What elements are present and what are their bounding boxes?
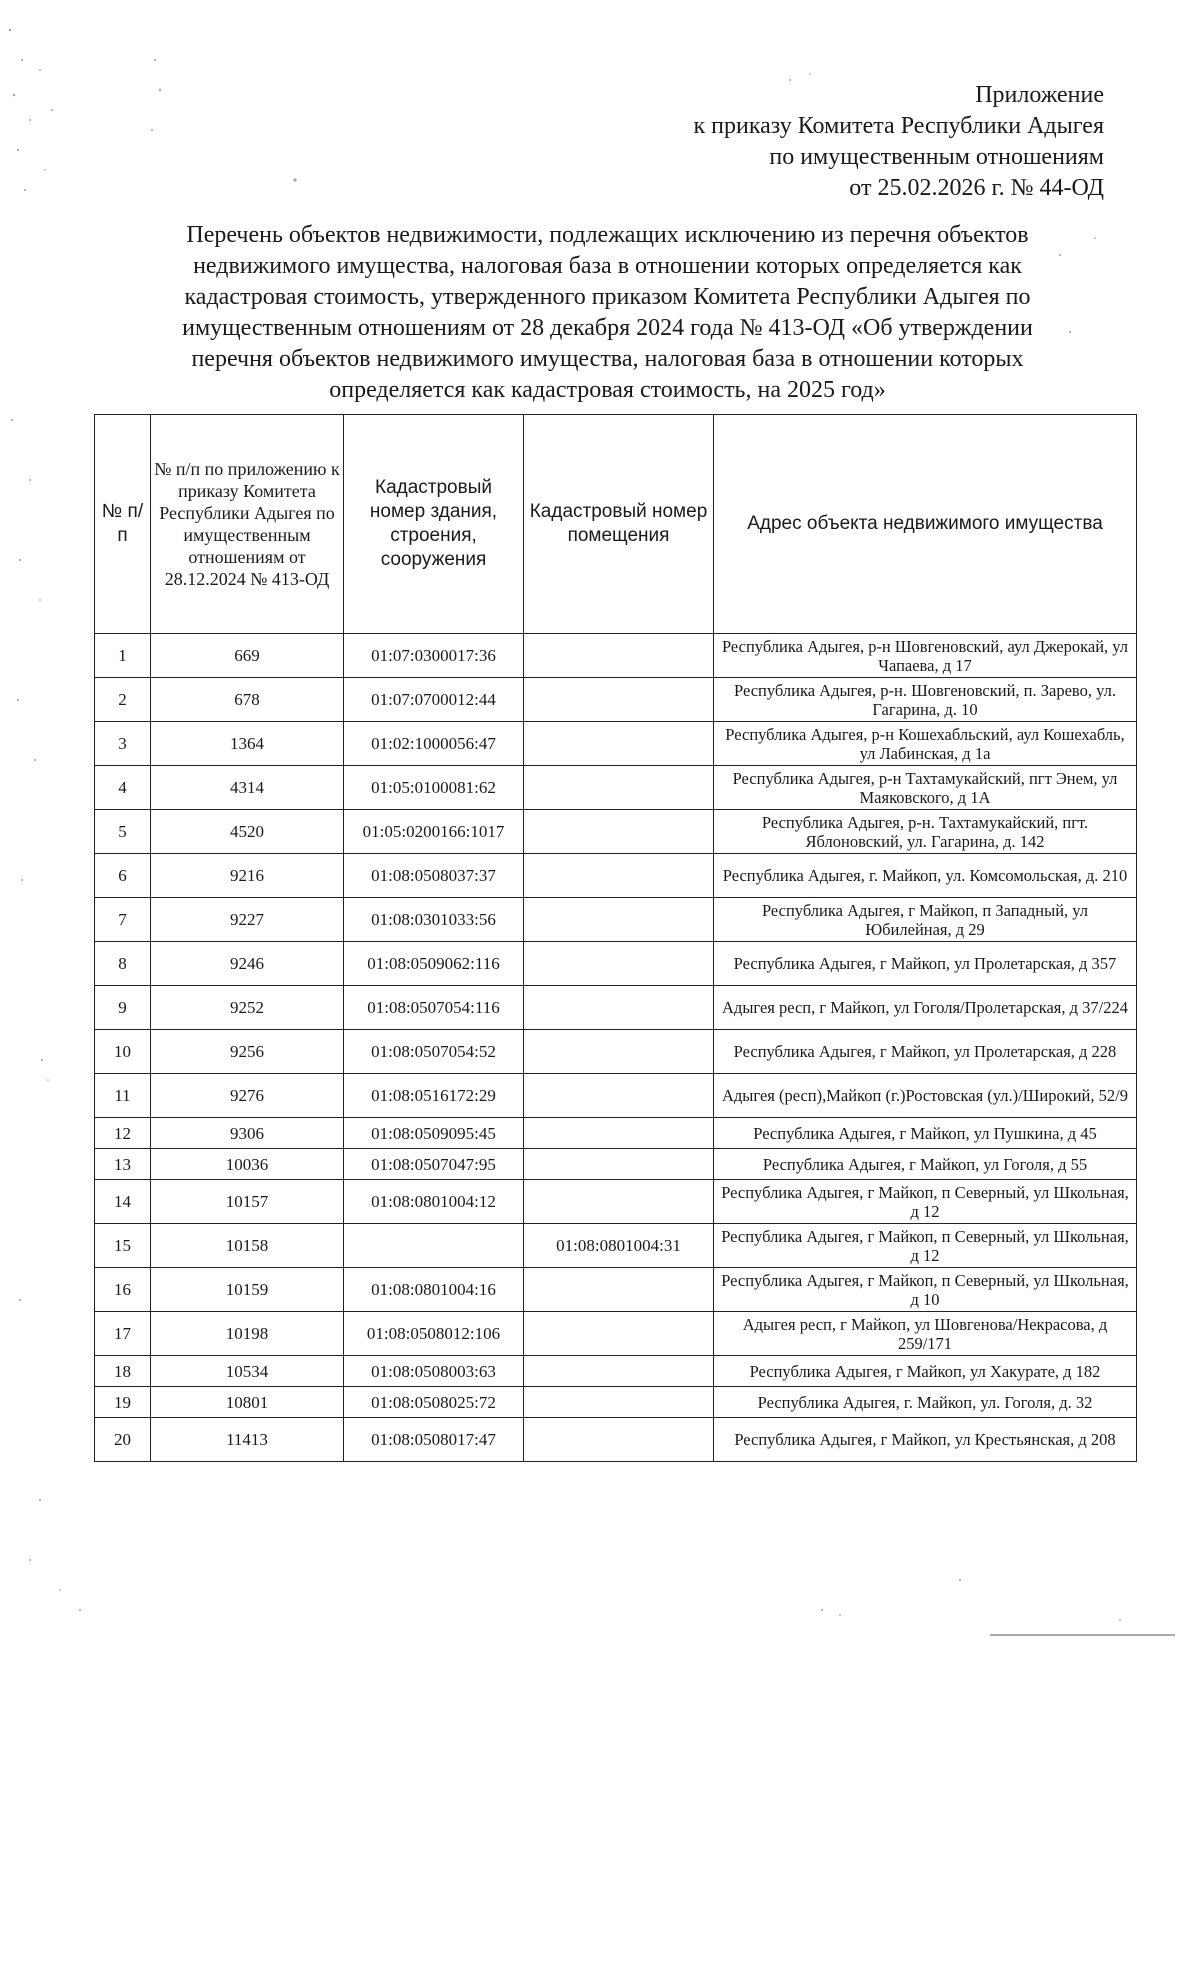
cell-address: Республика Адыгея, г Майкоп, ул Крестьянская, д 208	[714, 1418, 1137, 1462]
cell-ref: 678	[151, 678, 344, 722]
cell-building: 01:07:0300017:36	[344, 634, 524, 678]
title-line: определяется как кадастровая стоимость, на 2025 год»	[329, 377, 886, 403]
cell-address: Республика Адыгея, г Майкоп, п Северный, ул Школьная, д 10	[714, 1268, 1137, 1312]
cell-address: Республика Адыгея, г. Майкоп, ул. Гоголя, д. 32	[714, 1387, 1137, 1418]
table-row	[95, 1312, 1137, 1356]
cell-address: Адыгея (респ),Майкоп (г.)Ростовская (ул.)/Широкий, 52/9	[714, 1074, 1137, 1118]
cell-address: Республика Адыгея, г Майкоп, п Северный, ул Школьная, д 12	[714, 1224, 1137, 1268]
cell-room: 01:08:0801004:31	[524, 1224, 714, 1268]
header-address: Адрес объекта недвижимого имущества	[714, 415, 1137, 634]
cell-ref: 4314	[151, 766, 344, 810]
cell-ref: 4520	[151, 810, 344, 854]
cell-building: 01:02:1000056:47	[344, 722, 524, 766]
cell-address: Республика Адыгея, г Майкоп, п Северный, ул Школьная, д 12	[714, 1180, 1137, 1224]
cell-num: 15	[95, 1224, 151, 1268]
cell-ref: 10157	[151, 1180, 344, 1224]
cell-num: 1	[95, 634, 151, 678]
table-body	[95, 634, 1137, 1462]
cell-address: Республика Адыгея, р-н. Шовгеновский, п. Зарево, ул. Гагарина, д. 10	[714, 678, 1137, 722]
cell-room	[524, 1387, 714, 1418]
table-header	[95, 415, 1137, 634]
table-row	[95, 854, 1137, 898]
cell-num: 2	[95, 678, 151, 722]
cell-num: 13	[95, 1149, 151, 1180]
appendix-line: от 25.02.2026 г. № 44-ОД	[849, 175, 1104, 201]
cell-num: 20	[95, 1418, 151, 1462]
cell-address: Республика Адыгея, р-н Шовгеновский, аул Джерокай, ул Чапаева, д 17	[714, 634, 1137, 678]
cell-room	[524, 1074, 714, 1118]
cell-num: 19	[95, 1387, 151, 1418]
cell-address: Адыгея респ, г Майкоп, ул Гоголя/Пролетарская, д 37/224	[714, 986, 1137, 1030]
cell-room	[524, 1356, 714, 1387]
title-line: имущественным отношениям от 28 декабря 2024 года № 413-ОД «Об утверждении	[182, 315, 1033, 341]
cell-building: 01:08:0508017:47	[344, 1418, 524, 1462]
cell-ref: 10159	[151, 1268, 344, 1312]
cell-building	[344, 1224, 524, 1268]
cell-address: Республика Адыгея, г Майкоп, ул Гоголя, д 55	[714, 1149, 1137, 1180]
cell-building: 01:08:0508003:63	[344, 1356, 524, 1387]
cell-ref: 10801	[151, 1387, 344, 1418]
cell-room	[524, 1180, 714, 1224]
table-row	[95, 1074, 1137, 1118]
appendix-header	[693, 80, 1104, 204]
cell-room	[524, 1030, 714, 1074]
header-room: Кадастровый номер помещения	[524, 415, 714, 634]
cell-room	[524, 1118, 714, 1149]
cell-num: 16	[95, 1268, 151, 1312]
table-row	[95, 1118, 1137, 1149]
cell-room	[524, 634, 714, 678]
header-ref: № п/п по приложению к приказу Комитета Республики Адыгея по имущественным отношениям от 28.12.2024 № 413-ОД	[151, 415, 344, 634]
cell-address: Республика Адыгея, г Майкоп, ул Пролетарская, д 228	[714, 1030, 1137, 1074]
cell-address: Республика Адыгея, р-н Кошехабльский, аул Кошехабль, ул Лабинская, д 1а	[714, 722, 1137, 766]
objects-table	[94, 414, 1137, 1462]
table-row	[95, 1356, 1137, 1387]
title-line: недвижимого имущества, налоговая база в отношении которых определяется как	[193, 253, 1022, 279]
cell-ref: 1364	[151, 722, 344, 766]
table-row	[95, 722, 1137, 766]
cell-ref: 9227	[151, 898, 344, 942]
cell-room	[524, 898, 714, 942]
cell-room	[524, 1268, 714, 1312]
cell-num: 8	[95, 942, 151, 986]
cell-building: 01:08:0801004:16	[344, 1268, 524, 1312]
cell-building: 01:05:0100081:62	[344, 766, 524, 810]
cell-building: 01:08:0509062:116	[344, 942, 524, 986]
cell-address: Республика Адыгея, р-н. Тахтамукайский, пгт. Яблоновский, ул. Гагарина, д. 142	[714, 810, 1137, 854]
title-line: кадастровая стоимость, утвержденного приказом Комитета Республики Адыгея по	[184, 284, 1031, 310]
cell-ref: 9246	[151, 942, 344, 986]
table-row	[95, 810, 1137, 854]
cell-room	[524, 854, 714, 898]
cell-num: 9	[95, 986, 151, 1030]
header-row	[95, 415, 1137, 634]
table-row	[95, 1149, 1137, 1180]
cell-building: 01:08:0508012:106	[344, 1312, 524, 1356]
cell-address: Республика Адыгея, г Майкоп, ул Хакурате, д 182	[714, 1356, 1137, 1387]
table-row	[95, 634, 1137, 678]
cell-address: Адыгея респ, г Майкоп, ул Шовгенова/Некрасова, д 259/171	[714, 1312, 1137, 1356]
cell-room	[524, 722, 714, 766]
title-line: перечня объектов недвижимого имущества, налоговая база в отношении которых	[191, 346, 1024, 372]
document-title	[130, 220, 1085, 406]
table-row	[95, 1387, 1137, 1418]
cell-building: 01:05:0200166:1017	[344, 810, 524, 854]
cell-num: 11	[95, 1074, 151, 1118]
cell-ref: 9276	[151, 1074, 344, 1118]
cell-num: 10	[95, 1030, 151, 1074]
cell-building: 01:08:0508025:72	[344, 1387, 524, 1418]
cell-ref: 11413	[151, 1418, 344, 1462]
cell-building: 01:08:0516172:29	[344, 1074, 524, 1118]
appendix-line: по имущественным отношениям	[769, 144, 1104, 170]
cell-ref: 9256	[151, 1030, 344, 1074]
table-row	[95, 986, 1137, 1030]
cell-num: 6	[95, 854, 151, 898]
cell-ref: 10198	[151, 1312, 344, 1356]
cell-building: 01:08:0507054:52	[344, 1030, 524, 1074]
cell-building: 01:08:0301033:56	[344, 898, 524, 942]
cell-ref: 10158	[151, 1224, 344, 1268]
cell-num: 12	[95, 1118, 151, 1149]
table-row	[95, 942, 1137, 986]
cell-room	[524, 1149, 714, 1180]
cell-num: 17	[95, 1312, 151, 1356]
cell-ref: 10036	[151, 1149, 344, 1180]
table-row	[95, 1268, 1137, 1312]
table-row	[95, 1418, 1137, 1462]
cell-building: 01:07:0700012:44	[344, 678, 524, 722]
table-row	[95, 1224, 1137, 1268]
table-row	[95, 678, 1137, 722]
cell-ref: 9252	[151, 986, 344, 1030]
header-num: № п/п	[95, 415, 151, 634]
title-line: Перечень объектов недвижимости, подлежащих исключению из перечня объектов	[186, 222, 1029, 248]
appendix-line: к приказу Комитета Республики Адыгея	[693, 113, 1104, 139]
cell-address: Республика Адыгея, г Майкоп, п Западный, ул Юбилейная, д 29	[714, 898, 1137, 942]
table-row	[95, 1030, 1137, 1074]
cell-num: 18	[95, 1356, 151, 1387]
cell-room	[524, 1418, 714, 1462]
table-row	[95, 766, 1137, 810]
header-building: Кадастровый номер здания, строения, сооружения	[344, 415, 524, 634]
cell-building: 01:08:0801004:12	[344, 1180, 524, 1224]
cell-room	[524, 942, 714, 986]
cell-building: 01:08:0507054:116	[344, 986, 524, 1030]
cell-address: Республика Адыгея, г Майкоп, ул Пушкина, д 45	[714, 1118, 1137, 1149]
cell-building: 01:08:0507047:95	[344, 1149, 524, 1180]
cell-num: 5	[95, 810, 151, 854]
cell-building: 01:08:0508037:37	[344, 854, 524, 898]
cell-ref: 669	[151, 634, 344, 678]
cell-num: 7	[95, 898, 151, 942]
appendix-line: Приложение	[975, 82, 1104, 108]
cell-address: Республика Адыгея, г. Майкоп, ул. Комсомольская, д. 210	[714, 854, 1137, 898]
cell-ref: 9306	[151, 1118, 344, 1149]
cell-ref: 10534	[151, 1356, 344, 1387]
cell-ref: 9216	[151, 854, 344, 898]
cell-address: Республика Адыгея, г Майкоп, ул Пролетарская, д 357	[714, 942, 1137, 986]
table-row	[95, 1180, 1137, 1224]
cell-room	[524, 678, 714, 722]
cell-building: 01:08:0509095:45	[344, 1118, 524, 1149]
cell-num: 4	[95, 766, 151, 810]
cell-room	[524, 766, 714, 810]
cell-num: 14	[95, 1180, 151, 1224]
cell-address: Республика Адыгея, р-н Тахтамукайский, пгт Энем, ул Маяковского, д 1А	[714, 766, 1137, 810]
cell-room	[524, 986, 714, 1030]
cell-room	[524, 810, 714, 854]
cell-room	[524, 1312, 714, 1356]
table-row	[95, 898, 1137, 942]
cell-num: 3	[95, 722, 151, 766]
